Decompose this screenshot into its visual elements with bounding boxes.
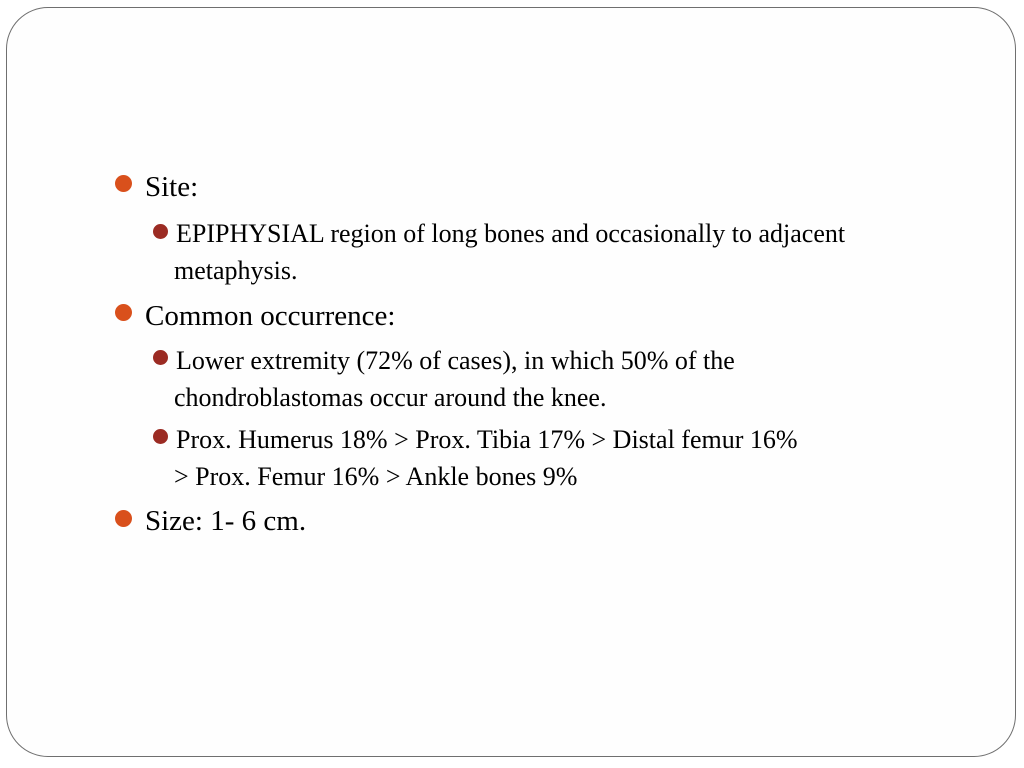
sub-bullet-line: metaphysis.: [174, 256, 298, 285]
sub-bullet-line: Prox. Humerus 18% > Prox. Tibia 17% > Distal femur 16%: [176, 425, 798, 454]
bullet-text: Size: 1- 6 cm.: [145, 505, 307, 537]
sub-bullet-marker: [153, 224, 168, 239]
sub-bullet-line: EPIPHYSIAL region of long bones and occasionally to adjacent: [176, 219, 846, 248]
bullet-marker: [115, 510, 132, 527]
sub-bullet-line: > Prox. Femur 16% > Ankle bones 9%: [174, 462, 578, 491]
sub-bullet-line: Lower extremity (72% of cases), in which 50% of the: [176, 346, 735, 375]
bullet-marker: [115, 175, 132, 192]
sub-bullet-line: chondroblastomas occur around the knee.: [174, 383, 607, 412]
bullet-text: Site:: [145, 171, 199, 203]
sub-bullet-marker: [153, 429, 168, 444]
sub-bullet-marker: [153, 350, 168, 365]
bullet-marker: [115, 304, 132, 321]
bullet-text: Common occurrence:: [145, 300, 396, 332]
